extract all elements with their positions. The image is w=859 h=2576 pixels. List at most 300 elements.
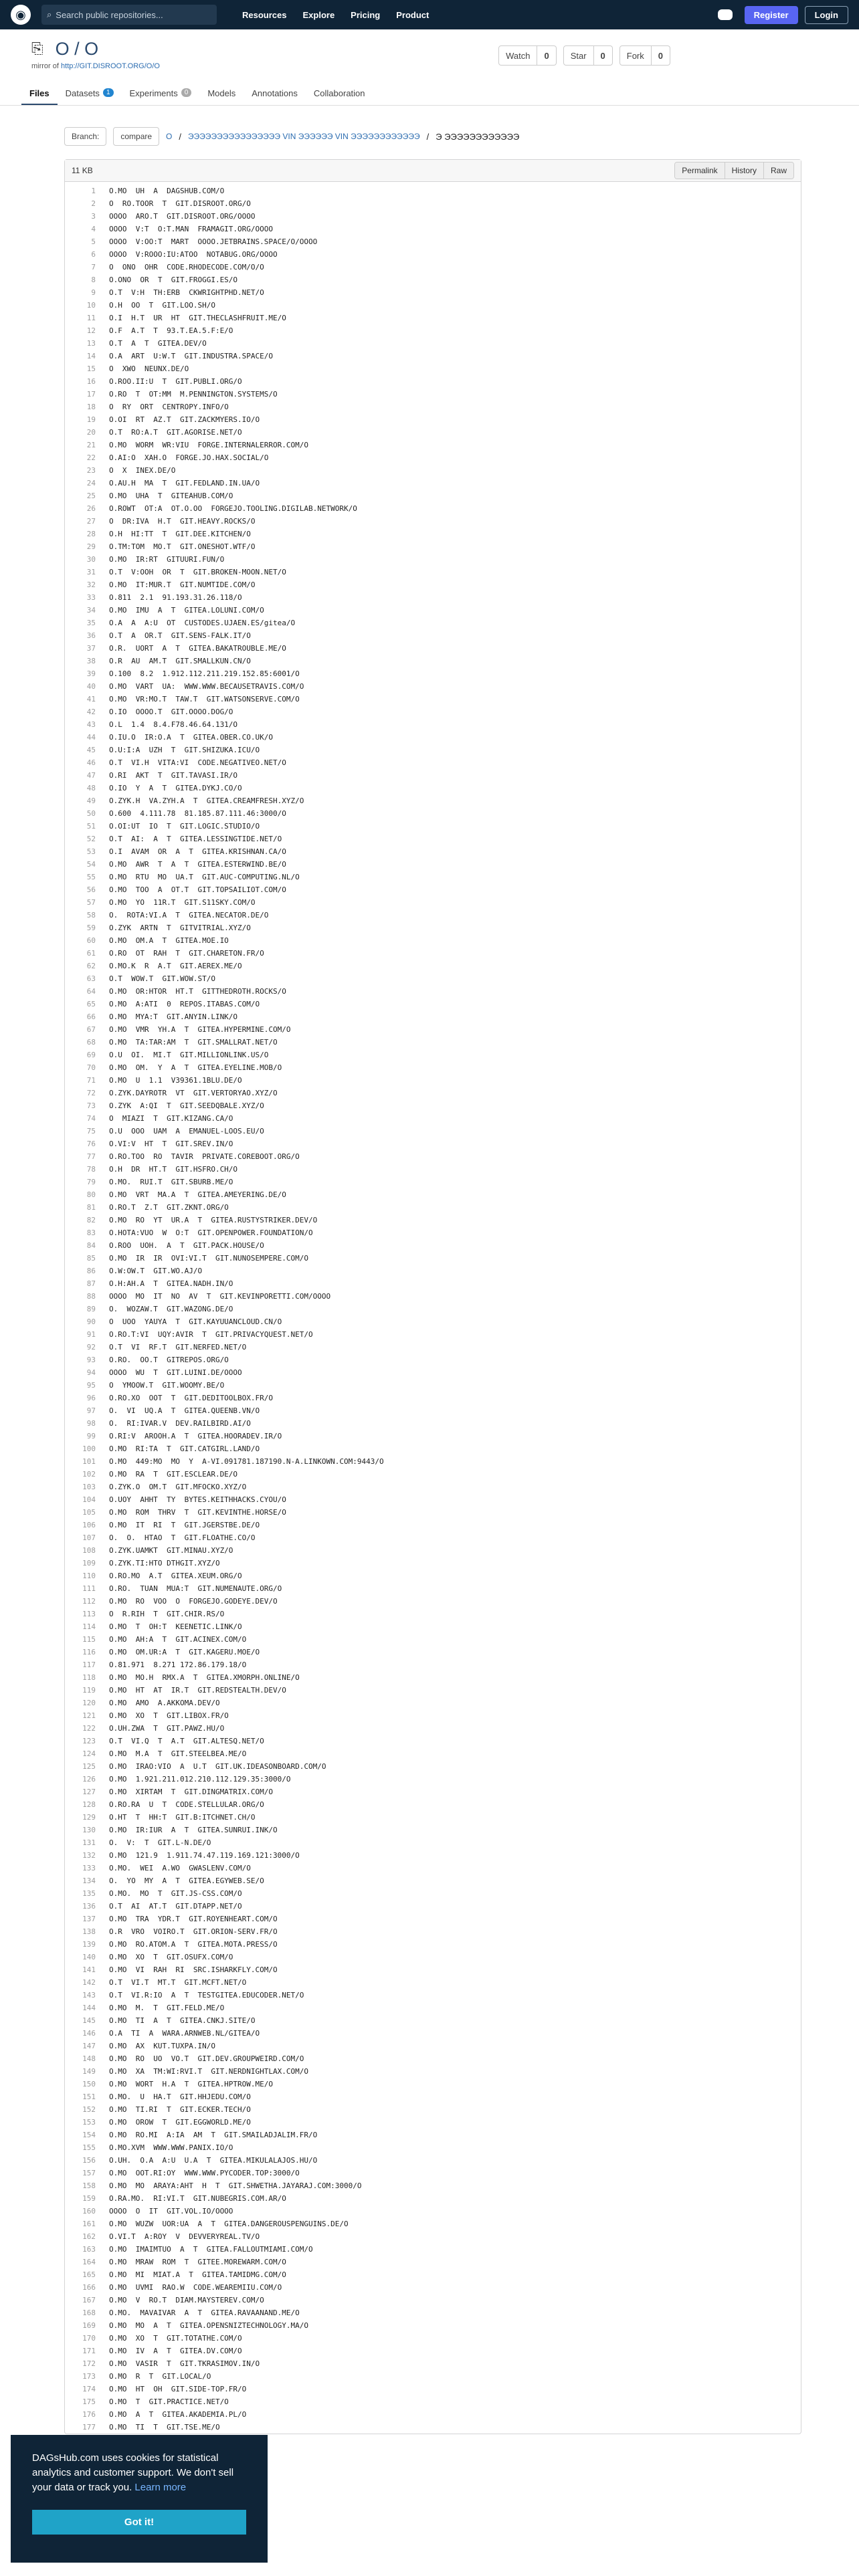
line-number[interactable]: 123 bbox=[82, 1737, 96, 1745]
line-number[interactable]: 48 bbox=[86, 784, 96, 792]
line-text: O.T VI.Q T A.T GIT.ALTESQ.NET/O bbox=[109, 1737, 264, 1745]
line-number[interactable]: 34 bbox=[86, 606, 96, 615]
line-number[interactable]: 61 bbox=[86, 949, 96, 958]
code-line bbox=[65, 1786, 801, 1798]
code-line bbox=[65, 1989, 801, 2002]
breadcrumb-separator: / bbox=[426, 131, 430, 142]
code-line bbox=[65, 998, 801, 1010]
line-number[interactable]: 91 bbox=[86, 1330, 96, 1339]
line-number[interactable]: 57 bbox=[86, 898, 96, 907]
line-number[interactable]: 60 bbox=[86, 936, 96, 945]
permalink-button[interactable]: Permalink bbox=[675, 163, 725, 179]
code-line bbox=[65, 756, 801, 769]
line-number[interactable]: 88 bbox=[86, 1292, 96, 1301]
line-number[interactable]: 176 bbox=[82, 2410, 96, 2419]
line-number[interactable]: 29 bbox=[86, 542, 96, 551]
line-number[interactable]: 15 bbox=[86, 364, 96, 373]
got-it-button[interactable]: Got it! bbox=[32, 2510, 246, 2535]
line-number[interactable]: 53 bbox=[86, 847, 96, 856]
line-number[interactable]: 96 bbox=[86, 1394, 96, 1402]
line-number[interactable]: 16 bbox=[86, 377, 96, 386]
code-line bbox=[65, 1544, 801, 1557]
line-number[interactable]: 35 bbox=[86, 619, 96, 627]
line-number[interactable]: 117 bbox=[82, 1660, 96, 1669]
line-number[interactable]: 114 bbox=[82, 1622, 96, 1631]
tab-collaboration[interactable]: Collaboration bbox=[313, 88, 365, 98]
line-number[interactable]: 9 bbox=[91, 288, 96, 297]
line-number[interactable]: 174 bbox=[82, 2385, 96, 2393]
star-button[interactable]: Star 0 bbox=[563, 45, 613, 66]
line-number[interactable]: 177 bbox=[82, 2423, 96, 2432]
line-number[interactable]: 144 bbox=[82, 2004, 96, 2012]
line-text: O.MO OR:HTOR HT.T GITTHEDROTH.ROCKS/O bbox=[109, 987, 286, 996]
line-number[interactable]: 32 bbox=[86, 580, 96, 589]
nav-explore[interactable]: Explore bbox=[302, 9, 335, 20]
line-text: O.T VI.H VITA:VI CODE.NEGATIVEO.NET/O bbox=[109, 758, 286, 767]
line-number[interactable]: 69 bbox=[86, 1051, 96, 1059]
line-number[interactable]: 102 bbox=[82, 1470, 96, 1479]
line-number[interactable]: 81 bbox=[86, 1203, 96, 1212]
breadcrumb-dir[interactable]: ЭЭЭЭЭЭЭЭЭЭЭЭЭЭЭЭ VIN ЭЭЭЭЭЭ VIN ЭЭЭЭЭЭЭЭЭЭЭЭ bbox=[188, 132, 420, 141]
line-text: O.MO RO VOO O FORGEJO.GODEYE.DEV/O bbox=[109, 1597, 278, 1606]
line-number[interactable]: 87 bbox=[86, 1279, 96, 1288]
code-line bbox=[65, 922, 801, 934]
code-line bbox=[65, 1404, 801, 1417]
line-number[interactable]: 36 bbox=[86, 631, 96, 640]
nav-resources[interactable]: Resources bbox=[242, 9, 287, 20]
line-number[interactable]: 75 bbox=[86, 1127, 96, 1136]
line-text: O.RO.T:VI UQY:AVIR T GIT.PRIVACYQUEST.NET/O bbox=[109, 1330, 313, 1339]
line-number[interactable]: 59 bbox=[86, 924, 96, 932]
line-number[interactable]: 162 bbox=[82, 2232, 96, 2241]
line-text: O.RA.MO. RI:VI.T GIT.NUBEGRIS.COM.AR/O bbox=[109, 2194, 286, 2203]
line-number[interactable]: 78 bbox=[86, 1165, 96, 1174]
line-number[interactable]: 10 bbox=[86, 301, 96, 310]
line-number[interactable]: 132 bbox=[82, 1851, 96, 1860]
line-number[interactable]: 173 bbox=[82, 2372, 96, 2381]
line-number[interactable]: 139 bbox=[82, 1940, 96, 1949]
line-number[interactable]: 101 bbox=[82, 1457, 96, 1466]
line-text: O.RO.T Z.T GIT.ZKNT.ORG/O bbox=[109, 1203, 229, 1212]
line-number[interactable]: 30 bbox=[86, 555, 96, 564]
line-text: O.MO XIRTAM T GIT.DINGMATRIX.COM/O bbox=[109, 1788, 274, 1796]
line-text: O.MO U 1.1 V39361.1BLU.DE/O bbox=[109, 1076, 242, 1085]
line-number[interactable]: 62 bbox=[86, 962, 96, 970]
line-number[interactable]: 157 bbox=[82, 2169, 96, 2177]
line-text: O RO.TOOR T GIT.DISROOT.ORG/O bbox=[109, 199, 251, 208]
code-line bbox=[65, 2421, 801, 2434]
line-text: O X INEX.DE/O bbox=[109, 466, 176, 475]
code-line bbox=[65, 1849, 801, 1862]
line-number[interactable]: 142 bbox=[82, 1978, 96, 1987]
tab-files[interactable]: Files bbox=[21, 82, 58, 105]
line-number[interactable]: 41 bbox=[86, 695, 96, 704]
line-number[interactable]: 84 bbox=[86, 1241, 96, 1250]
raw-button[interactable]: Raw bbox=[764, 163, 793, 179]
code-line bbox=[65, 235, 801, 248]
code-line bbox=[65, 426, 801, 439]
line-number[interactable]: 47 bbox=[86, 771, 96, 780]
line-number[interactable]: 155 bbox=[82, 2143, 96, 2152]
mirror-link[interactable]: http://GIT.DISROOT.ORG/O/O bbox=[61, 62, 160, 70]
line-number[interactable]: 118 bbox=[82, 1673, 96, 1682]
code-lines bbox=[65, 182, 801, 2434]
line-text: O.I H.T UR HT GIT.THECLASHFRUIT.ME/O bbox=[109, 314, 286, 322]
line-number[interactable]: 136 bbox=[82, 1902, 96, 1911]
line-number[interactable]: 106 bbox=[82, 1521, 96, 1529]
line-text: O.HT T HH:T GIT.B:ITCHNET.CH/O bbox=[109, 1813, 256, 1822]
line-number[interactable]: 92 bbox=[86, 1343, 96, 1352]
line-number[interactable]: 116 bbox=[82, 1648, 96, 1656]
line-number[interactable]: 40 bbox=[86, 682, 96, 691]
line-number[interactable]: 83 bbox=[86, 1228, 96, 1237]
line-number[interactable]: 49 bbox=[86, 796, 96, 805]
line-number[interactable]: 103 bbox=[82, 1483, 96, 1491]
line-text: O.MO MRAW ROM T GITEE.MOREWARM.COM/O bbox=[109, 2258, 286, 2266]
line-text: O.MO AX KUT.TUXPA.IN/O bbox=[109, 2042, 215, 2050]
line-number[interactable]: 156 bbox=[82, 2156, 96, 2165]
line-number[interactable]: 70 bbox=[86, 1063, 96, 1072]
line-text: O.MO OM.A T GITEA.MOE.IO bbox=[109, 936, 229, 945]
line-text: O.ZYK.TI:HTO DTHGIT.XYZ/O bbox=[109, 1559, 220, 1568]
line-number[interactable]: 105 bbox=[82, 1508, 96, 1517]
line-number[interactable]: 14 bbox=[86, 352, 96, 360]
history-button[interactable]: History bbox=[725, 163, 764, 179]
dagshub-logo[interactable]: ◉ bbox=[11, 5, 31, 25]
line-number[interactable]: 126 bbox=[82, 1775, 96, 1784]
line-number[interactable]: 154 bbox=[82, 2131, 96, 2139]
line-number[interactable]: 115 bbox=[82, 1635, 96, 1644]
tab-annotations[interactable]: Annotations bbox=[252, 88, 298, 98]
line-number[interactable]: 33 bbox=[86, 593, 96, 602]
code-line bbox=[65, 2256, 801, 2268]
line-number[interactable]: 76 bbox=[86, 1140, 96, 1148]
line-number[interactable]: 166 bbox=[82, 2283, 96, 2292]
line-number[interactable]: 45 bbox=[86, 746, 96, 754]
code-line bbox=[65, 1392, 801, 1404]
line-number[interactable]: 13 bbox=[86, 339, 96, 348]
line-number[interactable]: 130 bbox=[82, 1826, 96, 1834]
line-text: O.600 4.111.78 81.185.87.111.46:3000/O bbox=[109, 809, 286, 818]
line-number[interactable]: 169 bbox=[82, 2321, 96, 2330]
line-number[interactable]: 52 bbox=[86, 835, 96, 843]
line-text: O.MO VASIR T GIT.TKRASIMOV.IN/O bbox=[109, 2359, 260, 2368]
line-number[interactable]: 167 bbox=[82, 2296, 96, 2304]
line-number[interactable]: 80 bbox=[86, 1190, 96, 1199]
code-line bbox=[65, 2002, 801, 2014]
line-number[interactable]: 134 bbox=[82, 1876, 96, 1885]
line-number[interactable]: 8 bbox=[91, 276, 96, 284]
line-number[interactable]: 98 bbox=[86, 1419, 96, 1428]
line-text: O.RO. TUAN MUA:T GIT.NUMENAUTE.ORG/O bbox=[109, 1584, 282, 1593]
line-number[interactable]: 150 bbox=[82, 2080, 96, 2088]
code-line bbox=[65, 1315, 801, 1328]
line-text: O.MO WORT H.A T GITEA.HPTROW.ME/O bbox=[109, 2080, 274, 2088]
line-text: O.H:AH.A T GITEA.NADH.IN/O bbox=[109, 1279, 233, 1288]
line-number[interactable]: 68 bbox=[86, 1038, 96, 1047]
line-number[interactable]: 55 bbox=[86, 873, 96, 881]
line-number[interactable]: 148 bbox=[82, 2054, 96, 2063]
line-number[interactable]: 172 bbox=[82, 2359, 96, 2368]
line-text: O.MO RO.ATOM.A T GITEA.MOTA.PRESS/O bbox=[109, 1940, 278, 1949]
line-number[interactable]: 54 bbox=[86, 860, 96, 869]
line-number[interactable]: 149 bbox=[82, 2067, 96, 2076]
line-number[interactable]: 73 bbox=[86, 1101, 96, 1110]
line-number[interactable]: 12 bbox=[86, 326, 96, 335]
line-number[interactable]: 145 bbox=[82, 2016, 96, 2025]
line-number[interactable]: 24 bbox=[86, 479, 96, 488]
search-input[interactable] bbox=[41, 5, 217, 25]
compare-button[interactable]: compare bbox=[113, 127, 159, 146]
code-line bbox=[65, 1010, 801, 1023]
code-line bbox=[65, 718, 801, 731]
line-number[interactable]: 71 bbox=[86, 1076, 96, 1085]
line-number[interactable]: 42 bbox=[86, 708, 96, 716]
line-text: O.MO. U HA.T GIT.HHJEDU.COM/O bbox=[109, 2092, 251, 2101]
fork-button[interactable]: Fork 0 bbox=[619, 45, 670, 66]
discord-icon[interactable] bbox=[718, 9, 733, 20]
line-number[interactable]: 43 bbox=[86, 720, 96, 729]
line-number[interactable]: 108 bbox=[82, 1546, 96, 1555]
line-number[interactable]: 146 bbox=[82, 2029, 96, 2038]
file-size: 11 KB bbox=[72, 166, 93, 175]
line-text: O.MO AH:A T GIT.ACINEX.COM/O bbox=[109, 1635, 247, 1644]
line-text: O.ZYK.O OM.T GIT.MFOCKO.XYZ/O bbox=[109, 1483, 247, 1491]
line-text: O. RI:IVAR.V DEV.RAILBIRD.AI/O bbox=[109, 1419, 251, 1428]
line-number[interactable]: 22 bbox=[86, 453, 96, 462]
code-line bbox=[65, 693, 801, 706]
line-number[interactable]: 20 bbox=[86, 428, 96, 437]
line-number[interactable]: 153 bbox=[82, 2118, 96, 2127]
code-line bbox=[65, 1747, 801, 1760]
register-button[interactable]: Register bbox=[745, 6, 798, 24]
line-number[interactable]: 72 bbox=[86, 1089, 96, 1097]
line-number[interactable]: 170 bbox=[82, 2334, 96, 2343]
line-number[interactable]: 2 bbox=[91, 199, 96, 208]
line-number[interactable]: 160 bbox=[82, 2207, 96, 2216]
line-number[interactable]: 147 bbox=[82, 2042, 96, 2050]
line-number[interactable]: 110 bbox=[82, 1572, 96, 1580]
line-number[interactable]: 65 bbox=[86, 1000, 96, 1008]
code-line bbox=[65, 1938, 801, 1951]
line-number[interactable]: 28 bbox=[86, 530, 96, 538]
line-number[interactable]: 164 bbox=[82, 2258, 96, 2266]
line-text: O.MO TOO A OT.T GIT.TOPSAILIOT.COM/O bbox=[109, 885, 286, 894]
line-number[interactable]: 163 bbox=[82, 2245, 96, 2254]
breadcrumb-root[interactable]: O bbox=[166, 132, 173, 141]
line-number[interactable]: 104 bbox=[82, 1495, 96, 1504]
line-number[interactable]: 137 bbox=[82, 1915, 96, 1923]
line-number[interactable]: 112 bbox=[82, 1597, 96, 1606]
line-number[interactable]: 66 bbox=[86, 1012, 96, 1021]
line-number[interactable]: 138 bbox=[82, 1927, 96, 1936]
code-line bbox=[65, 2116, 801, 2129]
learn-more-link[interactable]: Learn more bbox=[134, 2482, 187, 2493]
nav-pricing[interactable]: Pricing bbox=[351, 9, 381, 20]
line-text: O.MO IMAIMTUO A T GITEA.FALLOUTMIAMI.COM/O bbox=[109, 2245, 313, 2254]
line-number[interactable]: 133 bbox=[82, 1864, 96, 1872]
line-number[interactable]: 63 bbox=[86, 974, 96, 983]
tab-experiments[interactable]: Experiments 0 bbox=[122, 82, 200, 105]
line-number[interactable]: 152 bbox=[82, 2105, 96, 2114]
line-number[interactable]: 175 bbox=[82, 2397, 96, 2406]
code-line bbox=[65, 909, 801, 922]
line-number[interactable]: 121 bbox=[82, 1711, 96, 1720]
line-number[interactable]: 135 bbox=[82, 1889, 96, 1898]
line-number[interactable]: 141 bbox=[82, 1965, 96, 1974]
line-number[interactable]: 158 bbox=[82, 2181, 96, 2190]
datasets-count-badge: 1 bbox=[103, 88, 114, 97]
line-number[interactable]: 111 bbox=[82, 1584, 96, 1593]
code-line bbox=[65, 947, 801, 960]
line-number[interactable]: 113 bbox=[82, 1610, 96, 1618]
line-number[interactable]: 64 bbox=[86, 987, 96, 996]
line-number[interactable]: 38 bbox=[86, 657, 96, 665]
line-number[interactable]: 19 bbox=[86, 415, 96, 424]
line-number[interactable]: 171 bbox=[82, 2347, 96, 2355]
line-text: O.MO IRAO:VIO A U.T GIT.UK.IDEASONBOARD.COM/O bbox=[109, 1762, 326, 1771]
code-line bbox=[65, 185, 801, 197]
line-text: O.MO T OH:T KEENETIC.LINK/O bbox=[109, 1622, 242, 1631]
line-number[interactable]: 161 bbox=[82, 2220, 96, 2228]
line-number[interactable]: 21 bbox=[86, 441, 96, 449]
line-number[interactable]: 46 bbox=[86, 758, 96, 767]
line-text: OOOO O IT GIT.VOL.IO/OOOO bbox=[109, 2207, 233, 2216]
line-number[interactable]: 119 bbox=[82, 1686, 96, 1695]
watch-button[interactable]: Watch 0 bbox=[498, 45, 557, 66]
line-number[interactable]: 77 bbox=[86, 1152, 96, 1161]
line-number[interactable]: 18 bbox=[86, 403, 96, 411]
line-number[interactable]: 56 bbox=[86, 885, 96, 894]
code-line bbox=[65, 655, 801, 667]
branch-dropdown[interactable]: Branch: bbox=[64, 127, 106, 146]
line-number[interactable]: 127 bbox=[82, 1788, 96, 1796]
line-text: O.VI:V HT T GIT.SREV.IN/O bbox=[109, 1140, 233, 1148]
code-line bbox=[65, 528, 801, 540]
code-line bbox=[65, 578, 801, 591]
line-number[interactable]: 1 bbox=[91, 187, 96, 195]
line-text: O.MO IR IR OVI:VI.T GIT.NUNOSEMPERE.COM/O bbox=[109, 1254, 309, 1263]
line-number[interactable]: 143 bbox=[82, 1991, 96, 2000]
line-text: O. V: T GIT.L-N.DE/O bbox=[109, 1838, 211, 1847]
code-line bbox=[65, 2027, 801, 2040]
line-text: O.RI AKT T GIT.TAVASI.IR/O bbox=[109, 771, 238, 780]
line-number[interactable]: 129 bbox=[82, 1813, 96, 1822]
line-text: O.MO XO T GIT.LIBOX.FR/O bbox=[109, 1711, 229, 1720]
line-text: O.MO RO.MI A:IA AM T GIT.SMAILADJALIM.FR/O bbox=[109, 2131, 318, 2139]
code-line bbox=[65, 2040, 801, 2052]
line-number[interactable]: 168 bbox=[82, 2309, 96, 2317]
repo-title-text[interactable]: O / O bbox=[55, 39, 99, 59]
code-line bbox=[65, 1519, 801, 1531]
line-text: O.MO TI A T GITEA.CNKJ.SITE/O bbox=[109, 2016, 256, 2025]
line-text: O.MO IT:MUR.T GIT.NUMTIDE.COM/O bbox=[109, 580, 256, 589]
line-number[interactable]: 11 bbox=[86, 314, 96, 322]
line-text: O.MO MI MIAT.A T GITEA.TAMIDMG.COM/O bbox=[109, 2270, 286, 2279]
line-number[interactable]: 50 bbox=[86, 809, 96, 818]
login-button[interactable]: Login bbox=[805, 6, 848, 24]
line-number[interactable]: 99 bbox=[86, 1432, 96, 1440]
line-number[interactable]: 85 bbox=[86, 1254, 96, 1263]
line-number[interactable]: 6 bbox=[91, 250, 96, 259]
line-text: O.IO Y A T GITEA.DYKJ.CO/O bbox=[109, 784, 242, 792]
line-number[interactable]: 94 bbox=[86, 1368, 96, 1377]
line-number[interactable]: 26 bbox=[86, 504, 96, 513]
line-number[interactable]: 31 bbox=[86, 568, 96, 576]
line-number[interactable]: 128 bbox=[82, 1800, 96, 1809]
line-text: O.MO.K R A.T GIT.AEREX.ME/O bbox=[109, 962, 242, 970]
line-number[interactable]: 58 bbox=[86, 911, 96, 920]
line-text: O.MO IT RI T GIT.JGERSTBE.DE/O bbox=[109, 1521, 260, 1529]
line-text: O YMOOW.T GIT.WOOMY.BE/O bbox=[109, 1381, 225, 1390]
line-number[interactable]: 3 bbox=[91, 212, 96, 221]
line-number[interactable]: 124 bbox=[82, 1749, 96, 1758]
line-number[interactable]: 37 bbox=[86, 644, 96, 653]
line-text: O. WOZAW.T GIT.WAZONG.DE/O bbox=[109, 1305, 233, 1313]
line-number[interactable]: 86 bbox=[86, 1267, 96, 1275]
code-line bbox=[65, 2014, 801, 2027]
line-text: O UOO YAUYA T GIT.KAYUUANCLOUD.CN/O bbox=[109, 1317, 282, 1326]
line-number[interactable]: 82 bbox=[86, 1216, 96, 1224]
line-number[interactable]: 131 bbox=[82, 1838, 96, 1847]
line-text: O.MO OOT.RI:OY WWW.WWW.PYCODER.TOP:3000/O bbox=[109, 2169, 300, 2177]
line-number[interactable]: 125 bbox=[82, 1762, 96, 1771]
line-number[interactable]: 51 bbox=[86, 822, 96, 831]
line-number[interactable]: 23 bbox=[86, 466, 96, 475]
line-text: O.MO AWR T A T GITEA.ESTERWIND.BE/O bbox=[109, 860, 286, 869]
line-number[interactable]: 122 bbox=[82, 1724, 96, 1733]
line-number[interactable]: 100 bbox=[82, 1444, 96, 1453]
line-number[interactable]: 79 bbox=[86, 1178, 96, 1186]
line-number[interactable]: 90 bbox=[86, 1317, 96, 1326]
line-number[interactable]: 39 bbox=[86, 669, 96, 678]
line-number[interactable]: 7 bbox=[91, 263, 96, 272]
line-number[interactable]: 140 bbox=[82, 1953, 96, 1961]
line-number[interactable]: 74 bbox=[86, 1114, 96, 1123]
line-number[interactable]: 120 bbox=[82, 1699, 96, 1707]
line-text: O.MO UHA T GITEAHUB.COM/O bbox=[109, 492, 233, 500]
line-number[interactable]: 67 bbox=[86, 1025, 96, 1034]
code-line bbox=[65, 1036, 801, 1049]
line-number[interactable]: 89 bbox=[86, 1305, 96, 1313]
line-text: O.MO 449:MO MO Y A-VI.091781.187190.N-A.LINKOWN.COM:9443/O bbox=[109, 1457, 384, 1466]
tab-models[interactable]: Models bbox=[207, 88, 236, 98]
line-number[interactable]: 4 bbox=[91, 225, 96, 233]
line-number[interactable]: 97 bbox=[86, 1406, 96, 1415]
line-number[interactable]: 27 bbox=[86, 517, 96, 526]
code-line bbox=[65, 2129, 801, 2141]
line-number[interactable]: 5 bbox=[91, 237, 96, 246]
line-number[interactable]: 25 bbox=[86, 492, 96, 500]
line-number[interactable]: 165 bbox=[82, 2270, 96, 2279]
line-number[interactable]: 107 bbox=[82, 1533, 96, 1542]
line-number[interactable]: 95 bbox=[86, 1381, 96, 1390]
code-line bbox=[65, 2218, 801, 2230]
top-navbar bbox=[0, 0, 859, 29]
line-number[interactable]: 151 bbox=[82, 2092, 96, 2101]
line-number[interactable]: 17 bbox=[86, 390, 96, 399]
line-number[interactable]: 93 bbox=[86, 1356, 96, 1364]
line-number[interactable]: 109 bbox=[82, 1559, 96, 1568]
tab-datasets[interactable]: Datasets 1 bbox=[58, 82, 122, 105]
code-line bbox=[65, 1874, 801, 1887]
line-text: O.MO OROW T GIT.EGGWORLD.ME/O bbox=[109, 2118, 251, 2127]
line-text: O.811 2.1 91.193.31.26.118/O bbox=[109, 593, 242, 602]
nav-product[interactable]: Product bbox=[396, 9, 430, 20]
line-number[interactable]: 159 bbox=[82, 2194, 96, 2203]
code-line bbox=[65, 1506, 801, 1519]
line-number[interactable]: 44 bbox=[86, 733, 96, 742]
